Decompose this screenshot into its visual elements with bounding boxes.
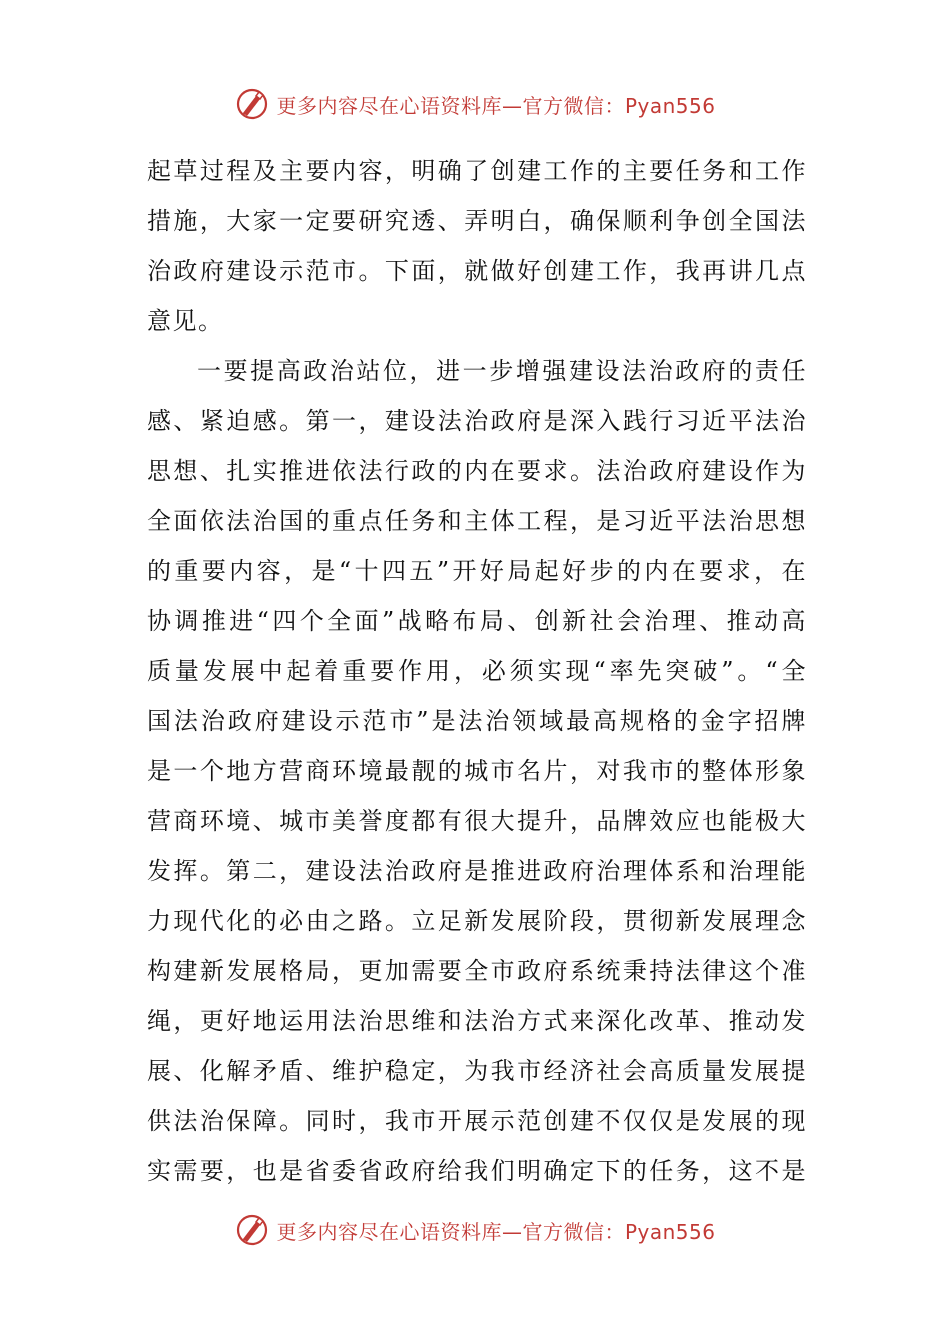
document-body — [147, 146, 807, 1196]
text-line: 发挥。第二，建设法治政府是推进政府治理体系和治理能 — [147, 857, 807, 885]
text-line: 起草过程及主要内容，明确了创建工作的主要任务和工作 — [147, 157, 807, 185]
text-line: 实需要，也是省委省政府给我们明确定下的任务，这不是 — [147, 1157, 807, 1185]
pen-logo-icon — [234, 86, 270, 122]
text-line: 感、紧迫感。第一，建设法治政府是深入践行习近平法治 — [147, 407, 807, 435]
text-line: 的重要内容，是“十四五”开好局起好步的内在要求，在 — [147, 557, 807, 585]
text-line: 绳，更好地运用法治思维和法治方式来深化改革、推动发 — [147, 1007, 807, 1035]
text-line: 治政府建设示范市。下面，就做好创建工作，我再讲几点 — [147, 257, 807, 285]
pen-logo-icon — [234, 1212, 270, 1248]
text-line: 措施，大家一定要研究透、弄明白，确保顺利争创全国法 — [147, 207, 807, 235]
text-line: 意见。 — [147, 307, 224, 335]
watermark-text: 更多内容尽在心语资料库—官方微信：Pyan556 — [276, 1219, 716, 1244]
footer-watermark — [0, 1210, 950, 1250]
header-watermark — [0, 84, 950, 124]
text-line: 思想、扎实推进依法行政的内在要求。法治政府建设作为 — [147, 457, 807, 485]
text-line: 国法治政府建设示范市”是法治领域最高规格的金字招牌 — [147, 707, 807, 735]
text-line: 展、化解矛盾、维护稳定，为我市经济社会高质量发展提 — [147, 1057, 807, 1085]
text-line: 是一个地方营商环境最靓的城市名片，对我市的整体形象 — [147, 757, 807, 785]
watermark-text: 更多内容尽在心语资料库—官方微信：Pyan556 — [276, 93, 716, 118]
text-line: 一要提高政治站位，进一步增强建设法治政府的责任 — [197, 357, 807, 385]
text-line: 质量发展中起着重要作用，必须实现“率先突破”。“全 — [147, 657, 807, 685]
text-line: 构建新发展格局，更加需要全市政府系统秉持法律这个准 — [147, 957, 807, 985]
text-line: 供法治保障。同时，我市开展示范创建不仅仅是发展的现 — [147, 1107, 807, 1135]
text-line: 全面依法治国的重点任务和主体工程，是习近平法治思想 — [147, 507, 807, 535]
text-line: 协调推进“四个全面”战略布局、创新社会治理、推动高 — [147, 607, 807, 635]
text-line: 营商环境、城市美誉度都有很大提升，品牌效应也能极大 — [147, 807, 807, 835]
text-line: 力现代化的必由之路。立足新发展阶段，贯彻新发展理念 — [147, 907, 807, 935]
